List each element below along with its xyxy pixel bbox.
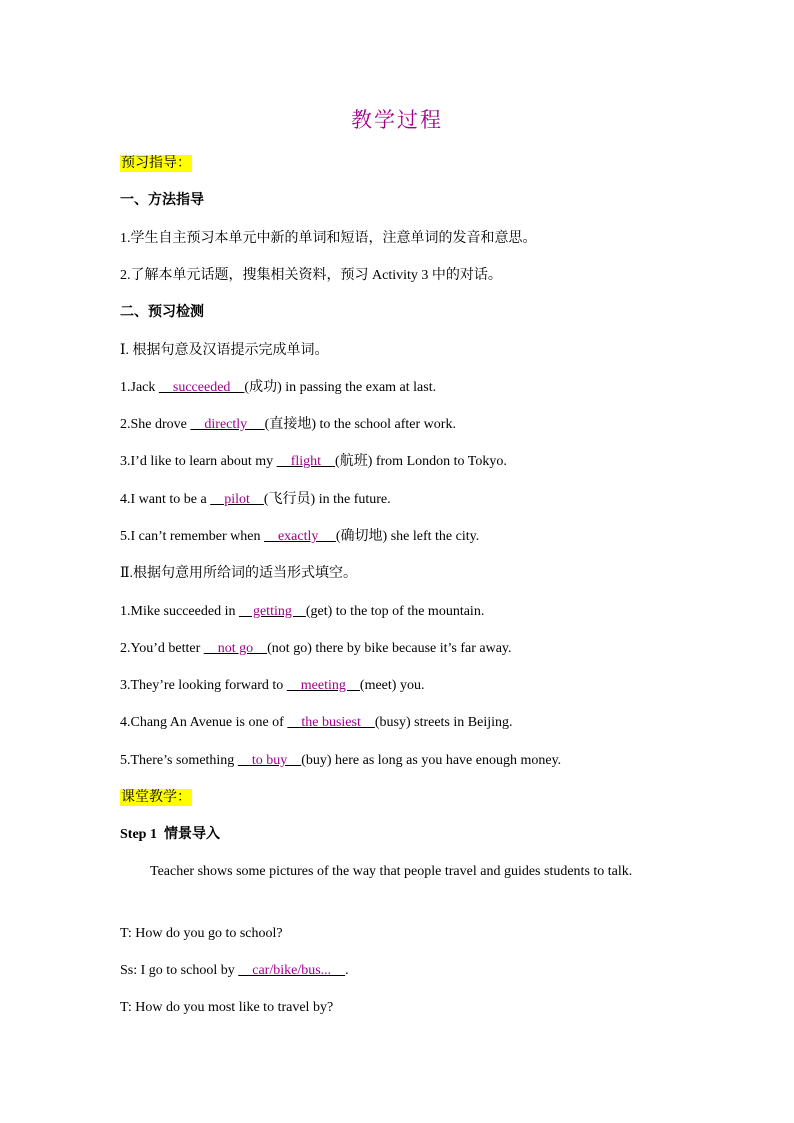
item-prefix: 3.They’re looking forward to <box>120 678 287 693</box>
dialog-line: T: How do you most like to travel by? <box>120 1000 334 1015</box>
dialog-suffix: . <box>345 963 349 978</box>
item-prefix: 1.Mike succeeded in <box>120 604 239 619</box>
exercise-item <box>120 453 507 471</box>
preview-header <box>120 155 192 173</box>
dialog-prefix: Ss: I go to school by <box>120 963 239 978</box>
item-suffix: (成功) in passing the exam at last. <box>244 380 437 395</box>
method-item: 2.了解本单元话题，搜集相关资料，预习 Activity 3 中的对话。 <box>120 268 502 283</box>
class-header-label: 课堂教学： <box>121 790 191 805</box>
answer-blank: exactly <box>263 529 336 544</box>
item-prefix: 5.There’s something <box>120 753 238 768</box>
step-name: 情景导入 <box>163 827 220 842</box>
item-prefix: 1.Jack <box>120 380 159 395</box>
step1-intro: Teacher shows some pictures of the way that people travel and guides students to talk. <box>150 864 633 879</box>
answer-blank: to buy <box>237 753 302 768</box>
item-suffix: (buy) here as long as you have enough money. <box>301 753 562 768</box>
item-prefix: 4.I want to be a <box>120 492 211 507</box>
method-heading: 一、方法指导 <box>120 193 204 208</box>
preview-header-label: 预习指导： <box>121 156 191 171</box>
exercise-item <box>120 416 456 434</box>
item-suffix: (飞行员) in the future. <box>263 492 391 507</box>
item-prefix: 4.Chang An Avenue is one of <box>120 715 288 730</box>
answer-blank: directly <box>190 417 265 432</box>
answer-blank: pilot <box>210 492 264 507</box>
class-header <box>120 789 192 807</box>
exercise-item <box>120 677 424 695</box>
exercise-item <box>120 379 436 397</box>
step-label: Step 1 <box>120 827 157 842</box>
item-suffix: (确切地) she left the city. <box>335 529 480 544</box>
item-suffix: (busy) streets in Beijing. <box>374 715 513 730</box>
page-title: 教学过程 <box>351 108 443 132</box>
part2-heading: Ⅱ.根据句意用所给词的适当形式填空。 <box>120 566 358 581</box>
item-suffix: (meet) you. <box>359 678 425 693</box>
exercise-item <box>120 491 391 509</box>
dialog-line: T: How do you go to school? <box>120 926 283 941</box>
answer-blank: car/bike/bus... <box>238 963 346 978</box>
item-suffix: (not go) there by bike because it’s far away. <box>267 641 512 656</box>
exercise-item <box>120 640 512 658</box>
exercise-item <box>120 714 513 732</box>
answer-blank: getting <box>238 604 306 619</box>
part1-heading: Ⅰ. 根据句意及汉语提示完成单词。 <box>120 343 329 358</box>
answer-blank: the busiest <box>287 715 375 730</box>
item-prefix: 2.She drove <box>120 417 191 432</box>
check-heading: 二、预习检测 <box>120 305 204 320</box>
item-suffix: (直接地) to the school after work. <box>264 417 456 432</box>
answer-blank: flight <box>276 454 336 469</box>
answer-blank: not go <box>203 641 268 656</box>
exercise-item <box>120 528 479 546</box>
answer-blank: meeting <box>286 678 360 693</box>
step1-heading <box>120 826 220 844</box>
exercise-item <box>120 603 484 621</box>
item-suffix: (get) to the top of the mountain. <box>305 604 485 619</box>
exercise-item <box>120 752 561 770</box>
item-suffix: (航班) from London to Tokyo. <box>335 454 507 469</box>
item-prefix: 3.I’d like to learn about my <box>120 454 277 469</box>
dialog-line <box>120 962 349 980</box>
item-prefix: 5.I can’t remember when <box>120 529 264 544</box>
item-prefix: 2.You’d better <box>120 641 204 656</box>
method-item: 1.学生自主预习本单元中新的单词和短语，注意单词的发音和意思。 <box>120 231 537 246</box>
answer-blank: succeeded <box>158 380 245 395</box>
